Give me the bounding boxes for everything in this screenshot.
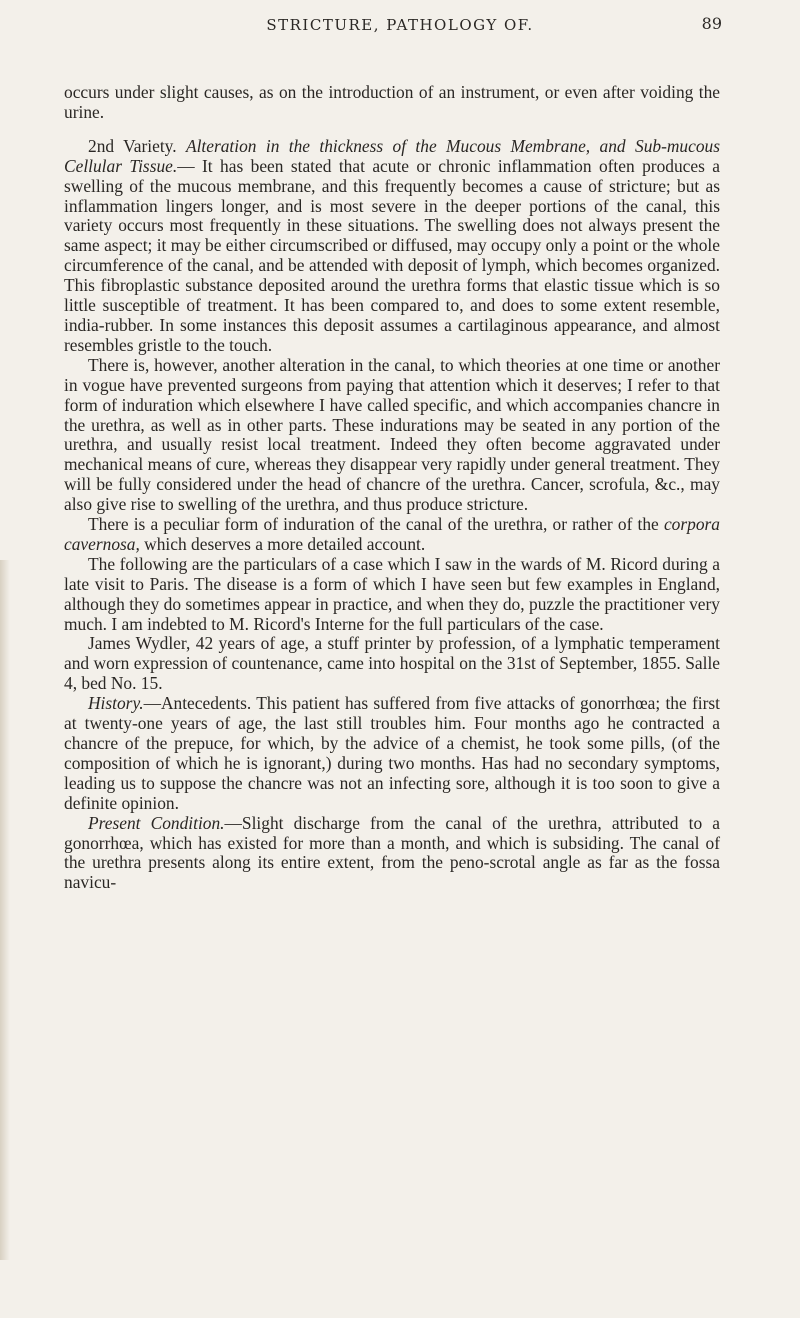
text-run: occurs under slight causes, as on the introduction of an instrument, or even after voiding the urine. bbox=[64, 82, 720, 122]
italic-text: History. bbox=[88, 693, 144, 714]
running-head: STRICTURE, PATHOLOGY OF. bbox=[266, 16, 534, 34]
paragraph bbox=[64, 83, 720, 123]
page-gutter-shadow bbox=[0, 560, 10, 1260]
text-run: James Wydler, 42 years of age, a stuff printer by profession, of a lymphatic temperament and worn expression of countenance, came into hospital on the 31st of September, 1855. Salle 4, bed No. 15. bbox=[64, 633, 720, 694]
text-run: The following are the particulars of a case which I saw in the wards of M. Ricord during a late visit to Paris. The disease is a form of which I have seen but few examples in England, although they do sometimes appear in practice, and when they do, puzzle the practitioner very much. I am indebted to M. Ricord's Interne for the full particulars of the case. bbox=[64, 553, 720, 634]
paragraph bbox=[64, 555, 720, 635]
paragraph bbox=[64, 694, 720, 813]
text-run: —Slight discharge from the canal of the urethra, attributed to a gonorrhœa, which has existed for more than a month, and which is subsiding. The canal of the urethra presents along its entire extent, from the peno-scrotal angle as far as the fossa navicu- bbox=[64, 812, 721, 893]
body-text bbox=[64, 83, 720, 893]
text-run: There is, however, another alteration in the canal, to which theories at one time or another in vogue have prevented surgeons from paying that attention which it deserves; I refer to that form of induration which elsewhere I have called specific, and which accompanies chancre in the urethra, as well as in other parts. These indurations may be seated in any portion of the urethra, and usually resist local treatment. Indeed they often become aggravated under mechanical means of cure, whereas they disappear very rapidly under general treatment. They will be fully considered under the head of chancre of the urethra. Cancer, scrofula, &c., may also give rise to swelling of the urethra, and thus produce stricture. bbox=[64, 354, 720, 515]
italic-text: Alteration in the thickness of the Mucous Membrane, and Sub-mucous Cellular Tissue. bbox=[64, 135, 721, 176]
text-run: 2nd Variety. bbox=[88, 135, 186, 156]
paragraph bbox=[64, 634, 720, 694]
paragraph bbox=[64, 814, 720, 894]
text-run: There is a peculiar form of induration of the canal of the urethra, or rather of the bbox=[88, 514, 664, 535]
page-number: 89 bbox=[701, 14, 722, 33]
italic-text: Present Condition. bbox=[88, 812, 225, 833]
italic-text: corpora cavernosa, bbox=[64, 514, 720, 554]
text-run: —Antecedents. This patient has suffered from five attacks of gonorrhœa; the first at twenty-one years of age, the last still troubles him. Four months ago he contracted a chancre of the prepuce, for which, by the advice of a chemist, he took some pills, (of the composition of which he is ignorant,) during two months. Has had no secondary symptoms, leading us to suppose the chancre was not an infecting sore, although it is too soon to give a definite opinion. bbox=[64, 693, 720, 813]
paragraph bbox=[64, 356, 720, 515]
paragraph bbox=[64, 137, 720, 356]
text-run: — It has been stated that acute or chronic inflammation often produces a swelling of the mucous membrane, and this frequently becomes a cause of stricture; but as inflammation lingers longer, and is most severe in the deeper portions of the canal, this variety occurs most frequently in these situations. The swelling does not always present the same aspect; it may be either circumscribed or diffused, may occupy only a point or the whole circumference of the canal, and be attended with deposit of lymph, which becomes organized. This fibroplastic substance deposited around the urethra forms that elastic tissue which is so little susceptible of treatment. It has been compared to, and does to some extent resemble, india-rubber. In some instances this deposit assumes a cartilaginous appearance, and almost resembles gristle to the touch. bbox=[64, 155, 720, 355]
text-run: which deserves a more detailed account. bbox=[139, 533, 426, 554]
page-header bbox=[0, 10, 800, 40]
paragraph bbox=[64, 515, 720, 555]
